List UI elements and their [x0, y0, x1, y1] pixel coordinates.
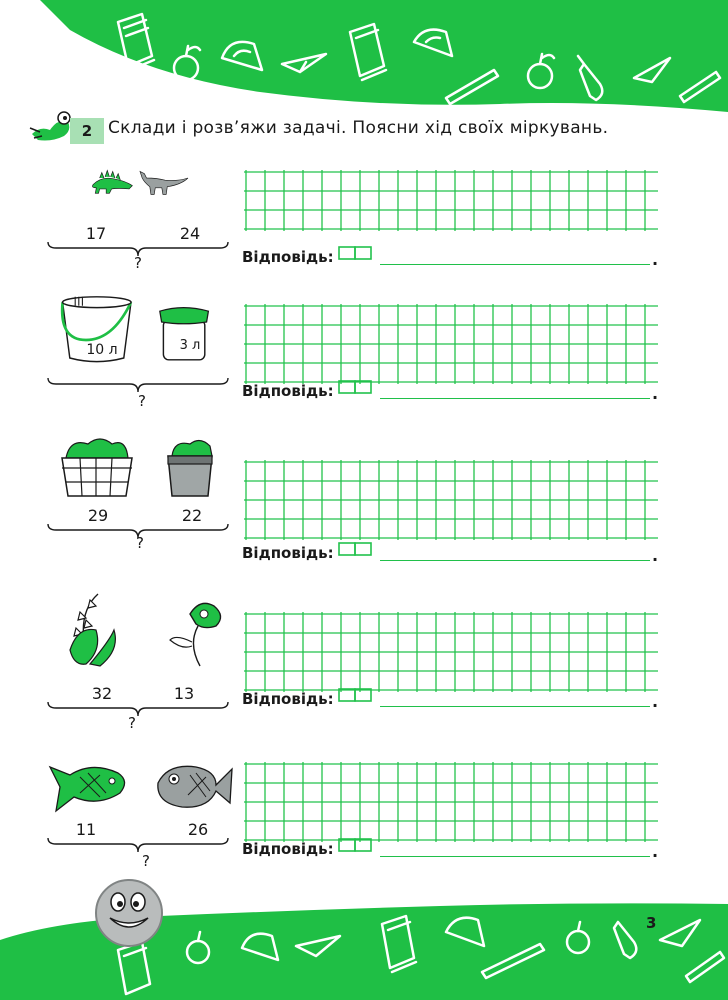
answer-label: Відповідь:: [242, 690, 334, 708]
problem-4: [0, 590, 728, 760]
frog-mascot-icon: [28, 108, 74, 144]
question-mark: ?: [138, 392, 146, 410]
pail-icon: [168, 440, 212, 496]
question-mark: ?: [136, 534, 144, 552]
value-left: 11: [75, 820, 97, 839]
answer-input-line[interactable]: [380, 264, 650, 265]
answer-input-line[interactable]: [380, 706, 650, 707]
answer-number-boxes[interactable]: [338, 542, 372, 556]
stegosaurus-icon: [92, 170, 132, 193]
grid-area[interactable]: [244, 762, 658, 842]
problem-1-pictures: [40, 166, 240, 226]
value-right: 26: [187, 820, 209, 839]
answer-row: [242, 688, 662, 712]
answer-label: Відповідь:: [242, 382, 334, 400]
grid-area[interactable]: [244, 304, 658, 384]
answer-label: Відповідь:: [242, 248, 334, 266]
question-mark: ?: [128, 714, 136, 732]
answer-period: .: [652, 692, 659, 711]
value-left: 29: [87, 506, 109, 525]
fish-icon: [158, 766, 232, 807]
value-right: 24: [179, 224, 201, 243]
task-header: [28, 104, 708, 144]
problem-5-pictures: [40, 756, 240, 818]
answer-number-boxes[interactable]: [338, 380, 372, 394]
smiley-mascot-icon: [94, 878, 164, 948]
answer-row: [242, 380, 662, 404]
orchid-icon: [170, 603, 221, 666]
value-left: 32: [91, 684, 113, 703]
answer-input-line[interactable]: [380, 856, 650, 857]
answer-row: [242, 542, 662, 566]
answer-number-boxes[interactable]: [338, 838, 372, 852]
task-number: 2: [70, 118, 104, 144]
problem-4-pictures: [40, 590, 240, 670]
answer-number-boxes[interactable]: [338, 688, 372, 702]
fish-icon: [50, 767, 125, 811]
answer-label: Відповідь:: [242, 840, 334, 858]
answer-period: .: [652, 250, 659, 269]
grid-area[interactable]: [244, 170, 658, 231]
question-mark: ?: [134, 254, 142, 272]
answer-number-boxes[interactable]: [338, 246, 372, 260]
dinosaur-icon: [140, 171, 188, 194]
value-right: 3 л: [179, 338, 201, 353]
problem-3-pictures: [40, 434, 240, 504]
grid-area[interactable]: [244, 612, 658, 692]
value-right: 22: [181, 506, 203, 525]
answer-period: .: [652, 384, 659, 403]
question-mark: ?: [142, 852, 150, 870]
value-left: 10 л: [86, 342, 118, 358]
grid-area[interactable]: [244, 460, 658, 540]
answer-period: .: [652, 546, 659, 565]
tub-icon: [62, 439, 132, 496]
problem-2-pictures: [40, 286, 240, 376]
answer-input-line[interactable]: [380, 398, 650, 399]
answer-row: [242, 246, 662, 270]
answer-label: Відповідь:: [242, 544, 334, 562]
page-number: 3: [646, 914, 657, 932]
answer-period: .: [652, 842, 659, 861]
lily-of-the-valley-icon: [70, 594, 115, 666]
value-left: 17: [85, 224, 107, 243]
problem-2: [0, 286, 728, 456]
problem-3: [0, 434, 728, 604]
answer-row: [242, 838, 662, 862]
answer-input-line[interactable]: [380, 560, 650, 561]
value-right: 13: [173, 684, 195, 703]
task-title: Склади і розв’яжи задачі. Поясни хід своїх міркувань.: [108, 118, 609, 138]
